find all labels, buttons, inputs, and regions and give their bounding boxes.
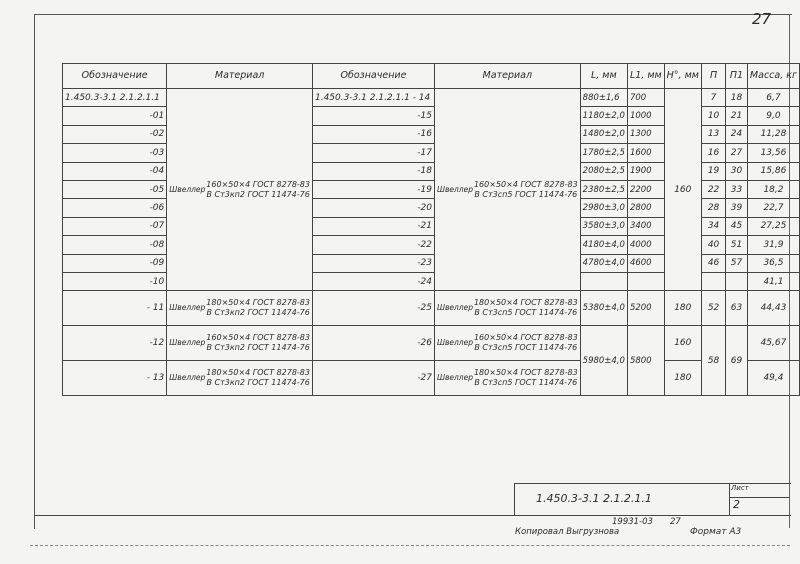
p1-cell: 18 — [726, 89, 748, 107]
designation-cell: - 11 — [63, 291, 167, 326]
length1-cell: 5800 — [627, 326, 664, 396]
p-cell: 34 — [701, 217, 725, 235]
table-row — [63, 89, 800, 107]
length-cell: 2380±2,5 — [580, 180, 627, 198]
mass-cell: 49,4 — [747, 361, 799, 396]
mass-cell: 36,5 — [747, 254, 799, 272]
designation-cell: -18 — [312, 162, 434, 180]
designation-cell: -06 — [63, 199, 167, 217]
designation-cell: - 13 — [63, 361, 167, 396]
column-header: Материал — [434, 64, 580, 89]
column-header: П — [701, 64, 725, 89]
material-line1: 160×50×4 ГОСТ 8278-83 — [206, 179, 310, 189]
material-line2: В Ст3кп2 ГОСТ 11474-76 — [206, 378, 310, 388]
p1-cell: 39 — [726, 199, 748, 217]
designation-cell: -21 — [312, 217, 434, 235]
p1-cell: 51 — [726, 236, 748, 254]
p1-cell: 63 — [726, 291, 748, 326]
p1-cell: 27 — [726, 144, 748, 162]
material-line2: В Ст3сп5 ГОСТ 11474-76 — [474, 378, 578, 388]
material-prefix: Швеллер — [436, 184, 473, 194]
p-cell: 22 — [701, 180, 725, 198]
material-prefix: Швеллер — [436, 303, 473, 313]
designation-cell: 1.450.3-3.1 2.1.2.1.1 - 14 — [312, 89, 434, 107]
length1-cell: 700 — [627, 89, 664, 107]
designation-cell: -10 — [63, 272, 167, 290]
length-cell: 4780±4,0 — [580, 254, 627, 272]
designation-cell: -27 — [312, 361, 434, 396]
material-cell — [434, 361, 580, 396]
material-line1: 160×50×4 ГОСТ 8278-83 — [206, 333, 310, 343]
designation-cell: -08 — [63, 236, 167, 254]
designation-cell: -02 — [63, 125, 167, 143]
length-cell: 1480±2,0 — [580, 125, 627, 143]
designation-cell: -15 — [312, 107, 434, 125]
p1-cell: 57 — [726, 254, 748, 272]
designation-cell: -07 — [63, 217, 167, 235]
document-code: 1.450.3-3.1 2.1.2.1.1 — [536, 492, 652, 505]
column-header: Материал — [167, 64, 313, 89]
mass-cell: 41,1 — [747, 272, 799, 290]
length1-cell: 4000 — [627, 236, 664, 254]
p-cell: 19 — [701, 162, 725, 180]
mass-cell: 13,56 — [747, 144, 799, 162]
mass-cell: 15,86 — [747, 162, 799, 180]
mass-cell: 45,67 — [747, 326, 799, 361]
designation-cell: -16 — [312, 125, 434, 143]
table-row — [63, 326, 800, 361]
length1-cell: 1300 — [627, 125, 664, 143]
column-header: L, мм — [580, 64, 627, 89]
length1-cell: 3400 — [627, 217, 664, 235]
page-number: 27 — [752, 10, 772, 28]
material-line1: 180×50×4 ГОСТ 8278-83 — [206, 368, 310, 378]
material-line2: В Ст3сп5 ГОСТ 11474-76 — [474, 343, 578, 353]
material-cell — [167, 89, 313, 291]
material-cell — [434, 326, 580, 361]
length-cell: 1180±2,0 — [580, 107, 627, 125]
p-cell: 40 — [701, 236, 725, 254]
p1-cell: 33 — [726, 180, 748, 198]
length1-cell: 1600 — [627, 144, 664, 162]
p1-cell: 69 — [726, 326, 748, 396]
material-cell — [167, 361, 313, 396]
length-cell: 3580±3,0 — [580, 217, 627, 235]
length-cell: 5380±4,0 — [580, 291, 627, 326]
mass-cell: 22,7 — [747, 199, 799, 217]
table-row — [63, 291, 800, 326]
p1-cell — [726, 272, 748, 290]
length-cell: 4180±4,0 — [580, 236, 627, 254]
material-prefix: Швеллер — [169, 338, 206, 348]
designation-cell: -05 — [63, 180, 167, 198]
length-cell: 880±1,6 — [580, 89, 627, 107]
length1-cell: 2200 — [627, 180, 664, 198]
designation-cell: -01 — [63, 107, 167, 125]
length1-cell: 2800 — [627, 199, 664, 217]
p1-cell: 45 — [726, 217, 748, 235]
height-cell: 180 — [664, 361, 701, 396]
length-cell: 2980±3,0 — [580, 199, 627, 217]
designation-cell: -22 — [312, 236, 434, 254]
length1-cell: 5200 — [627, 291, 664, 326]
header-row — [63, 64, 800, 89]
sheet-number: 2 — [733, 498, 740, 511]
material-cell — [167, 291, 313, 326]
paper-format: Формат А3 — [690, 527, 742, 537]
p-cell: 13 — [701, 125, 725, 143]
column-header: L1, мм — [627, 64, 664, 89]
designation-cell: 1.450.3-3.1 2.1.2.1.1 — [63, 89, 167, 107]
material-line2: В Ст3кп2 ГОСТ 11474-76 — [206, 343, 310, 353]
frame-bottom-line — [34, 515, 791, 516]
p-cell: 7 — [701, 89, 725, 107]
p1-cell: 21 — [726, 107, 748, 125]
column-header: П1 — [726, 64, 748, 89]
material-cell — [434, 291, 580, 326]
footer-number: 27 — [670, 517, 681, 527]
material-cell — [434, 89, 580, 291]
sheet-label: Лист — [731, 484, 749, 492]
length1-cell: 4600 — [627, 254, 664, 272]
p-cell: 46 — [701, 254, 725, 272]
designation-cell: -12 — [63, 326, 167, 361]
material-line1: 160×50×4 ГОСТ 8278-83 — [473, 333, 578, 343]
material-line2: В Ст3кп2 ГОСТ 11474-76 — [206, 308, 310, 318]
length-cell: 5980±4,0 — [580, 326, 627, 396]
material-line2: В Ст3сп5 ГОСТ 11474-76 — [474, 308, 578, 318]
p1-cell: 30 — [726, 162, 748, 180]
length-cell: 2080±2,5 — [580, 162, 627, 180]
designation-cell: -20 — [312, 199, 434, 217]
designation-cell: -04 — [63, 162, 167, 180]
length-cell — [580, 272, 627, 290]
p1-cell: 24 — [726, 125, 748, 143]
p-cell: 10 — [701, 107, 725, 125]
material-prefix: Швеллер — [436, 338, 473, 348]
cut-line — [30, 545, 790, 546]
mass-cell: 44,43 — [747, 291, 799, 326]
mass-cell: 11,28 — [747, 125, 799, 143]
column-header: H°, мм — [664, 64, 701, 89]
designation-cell: -23 — [312, 254, 434, 272]
p-cell: 16 — [701, 144, 725, 162]
material-line1: 180×50×4 ГОСТ 8278-83 — [473, 298, 578, 308]
height-cell: 180 — [664, 291, 701, 326]
designation-cell: -17 — [312, 144, 434, 162]
designation-cell: -09 — [63, 254, 167, 272]
material-line1: 160×50×4 ГОСТ 8278-83 — [473, 179, 578, 189]
specification-table — [62, 63, 800, 396]
column-header: Масса, кг — [747, 64, 799, 89]
p-cell: 52 — [701, 291, 725, 326]
material-prefix: Швеллер — [169, 184, 206, 194]
mass-cell: 31,9 — [747, 236, 799, 254]
mass-cell: 9,0 — [747, 107, 799, 125]
height-cell: 160 — [664, 89, 701, 291]
p-cell: 58 — [701, 326, 725, 396]
length1-cell — [627, 272, 664, 290]
copied-by: Копировал Выгрузнова — [515, 527, 620, 537]
p-cell: 28 — [701, 199, 725, 217]
title-block-divider — [729, 483, 730, 515]
material-line2: В Ст3кп2 ГОСТ 11474-76 — [206, 189, 310, 199]
length-cell: 1780±2,5 — [580, 144, 627, 162]
column-header: Обозначение — [312, 64, 434, 89]
designation-cell: -26 — [312, 326, 434, 361]
table-row — [63, 361, 800, 396]
material-prefix: Швеллер — [169, 373, 206, 383]
material-cell — [167, 326, 313, 361]
p-cell — [701, 272, 725, 290]
material-prefix: Швеллер — [169, 303, 206, 313]
height-cell: 160 — [664, 326, 701, 361]
material-line1: 180×50×4 ГОСТ 8278-83 — [473, 368, 578, 378]
length1-cell: 1000 — [627, 107, 664, 125]
mass-cell: 27,25 — [747, 217, 799, 235]
designation-cell: -19 — [312, 180, 434, 198]
designation-cell: -03 — [63, 144, 167, 162]
designation-cell: -25 — [312, 291, 434, 326]
column-header: Обозначение — [63, 64, 167, 89]
mass-cell: 6,7 — [747, 89, 799, 107]
length1-cell: 1900 — [627, 162, 664, 180]
inventory-number: 19931-03 — [612, 517, 653, 527]
material-line2: В Ст3сп5 ГОСТ 11474-76 — [474, 189, 578, 199]
material-prefix: Швеллер — [436, 373, 473, 383]
mass-cell: 18,2 — [747, 180, 799, 198]
designation-cell: -24 — [312, 272, 434, 290]
material-line1: 180×50×4 ГОСТ 8278-83 — [206, 298, 310, 308]
